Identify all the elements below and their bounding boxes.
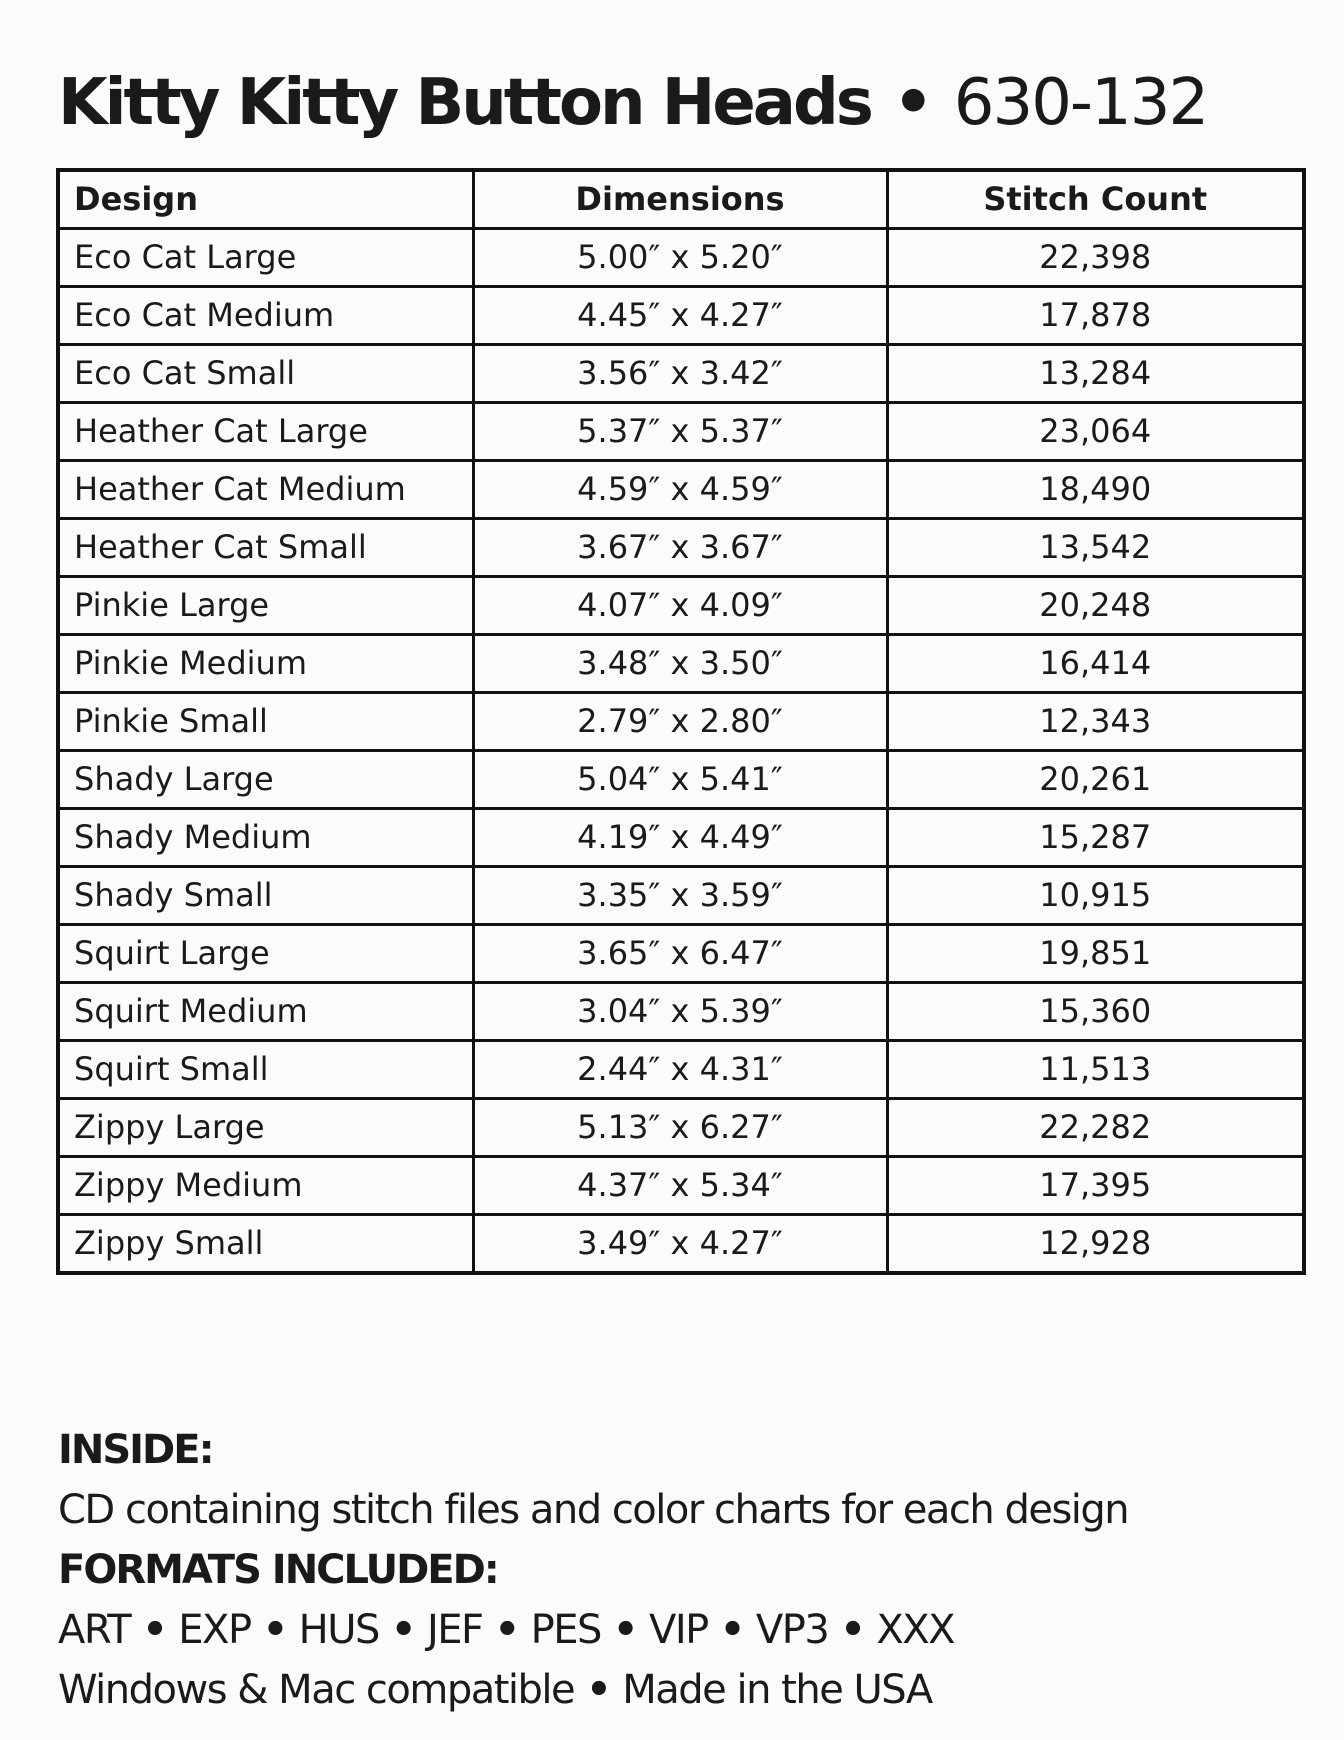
stitch-count-cell: 17,395 [887,1157,1304,1215]
format-item: PES [530,1607,601,1653]
column-header-dimensions: Dimensions [473,170,887,229]
bullet-separator: • [612,1607,637,1653]
table-row [58,287,1304,345]
dimensions-cell: 5.04″ x 5.41″ [473,751,887,809]
design-cell: Squirt Small [58,1041,473,1099]
stitch-count-cell: 23,064 [887,403,1304,461]
design-cell: Heather Cat Medium [58,461,473,519]
table-row [58,635,1304,693]
dimensions-cell: 3.49″ x 4.27″ [473,1215,887,1274]
stitch-count-cell: 19,851 [887,925,1304,983]
table-row [58,577,1304,635]
inside-text: CD containing stitch files and color charts for each design [58,1487,1129,1533]
dimensions-cell: 3.35″ x 3.59″ [473,867,887,925]
table-row [58,345,1304,403]
dimensions-cell: 3.65″ x 6.47″ [473,925,887,983]
table-row [58,229,1304,287]
format-item: EXP [178,1607,251,1653]
dimensions-cell: 4.19″ x 4.49″ [473,809,887,867]
formats-list [58,1600,1318,1660]
design-cell: Shady Medium [58,809,473,867]
design-cell: Heather Cat Large [58,403,473,461]
inside-heading: INSIDE: [58,1427,213,1473]
dimensions-cell: 4.37″ x 5.34″ [473,1157,887,1215]
dimensions-cell: 5.37″ x 5.37″ [473,403,887,461]
table-row [58,1157,1304,1215]
design-cell: Zippy Small [58,1215,473,1274]
format-item: ART [58,1607,131,1653]
title-separator: • [892,66,932,140]
dimensions-cell: 4.45″ x 4.27″ [473,287,887,345]
design-cell: Zippy Medium [58,1157,473,1215]
table-row [58,693,1304,751]
stitch-count-cell: 13,284 [887,345,1304,403]
design-cell: Shady Small [58,867,473,925]
table-row [58,867,1304,925]
bullet-separator: • [719,1607,744,1653]
stitch-count-cell: 20,248 [887,577,1304,635]
dimensions-cell: 5.00″ x 5.20″ [473,229,887,287]
bullet-separator: • [586,1667,611,1713]
bullet-separator: • [840,1607,865,1653]
dimensions-cell: 5.13″ x 6.27″ [473,1099,887,1157]
design-cell: Pinkie Large [58,577,473,635]
design-cell: Squirt Medium [58,983,473,1041]
table-row [58,751,1304,809]
formats-heading: FORMATS INCLUDED: [58,1547,498,1593]
table-row [58,925,1304,983]
stitch-count-cell: 15,287 [887,809,1304,867]
design-cell: Shady Large [58,751,473,809]
format-item: JEF [426,1607,483,1653]
stitch-count-cell: 13,542 [887,519,1304,577]
bullet-separator: • [494,1607,519,1653]
table-row [58,1099,1304,1157]
table-row [58,403,1304,461]
design-cell: Squirt Large [58,925,473,983]
dimensions-cell: 3.56″ x 3.42″ [473,345,887,403]
dimensions-cell: 2.79″ x 2.80″ [473,693,887,751]
stitch-count-cell: 18,490 [887,461,1304,519]
table-header-row [58,170,1304,229]
table-row [58,461,1304,519]
format-item: VP3 [755,1607,829,1653]
column-header-stitch-count: Stitch Count [887,170,1304,229]
table-row [58,1215,1304,1274]
design-spec-table [56,168,1306,1275]
dimensions-cell: 4.59″ x 4.59″ [473,461,887,519]
stitch-count-cell: 10,915 [887,867,1304,925]
dimensions-cell: 3.67″ x 3.67″ [473,519,887,577]
product-name: Kitty Kitty Button Heads [58,66,871,140]
design-cell: Pinkie Small [58,693,473,751]
stitch-count-cell: 17,878 [887,287,1304,345]
stitch-count-cell: 16,414 [887,635,1304,693]
table-body [58,229,1304,1274]
footer-line [58,1660,1318,1720]
compatibility-text: Windows & Mac compatible [58,1667,575,1713]
bullet-separator: • [262,1607,287,1653]
design-cell: Eco Cat Small [58,345,473,403]
page-title [58,58,1207,148]
dimensions-cell: 3.04″ x 5.39″ [473,983,887,1041]
column-header-design: Design [58,170,473,229]
stitch-count-cell: 12,928 [887,1215,1304,1274]
design-cell: Heather Cat Small [58,519,473,577]
product-info [58,1420,1318,1720]
table-row [58,1041,1304,1099]
bullet-separator: • [390,1607,415,1653]
dimensions-cell: 3.48″ x 3.50″ [473,635,887,693]
design-cell: Eco Cat Large [58,229,473,287]
stitch-count-cell: 22,282 [887,1099,1304,1157]
format-item: XXX [876,1607,955,1653]
product-code: 630-132 [953,66,1208,140]
design-cell: Pinkie Medium [58,635,473,693]
stitch-count-cell: 20,261 [887,751,1304,809]
table-row [58,983,1304,1041]
bullet-separator: • [142,1607,167,1653]
table-row [58,519,1304,577]
stitch-count-cell: 12,343 [887,693,1304,751]
format-item: VIP [649,1607,708,1653]
stitch-count-cell: 15,360 [887,983,1304,1041]
dimensions-cell: 2.44″ x 4.31″ [473,1041,887,1099]
origin-text: Made in the USA [622,1667,932,1713]
stitch-count-cell: 11,513 [887,1041,1304,1099]
dimensions-cell: 4.07″ x 4.09″ [473,577,887,635]
design-cell: Zippy Large [58,1099,473,1157]
stitch-count-cell: 22,398 [887,229,1304,287]
design-cell: Eco Cat Medium [58,287,473,345]
table-row [58,809,1304,867]
format-item: HUS [298,1607,379,1653]
